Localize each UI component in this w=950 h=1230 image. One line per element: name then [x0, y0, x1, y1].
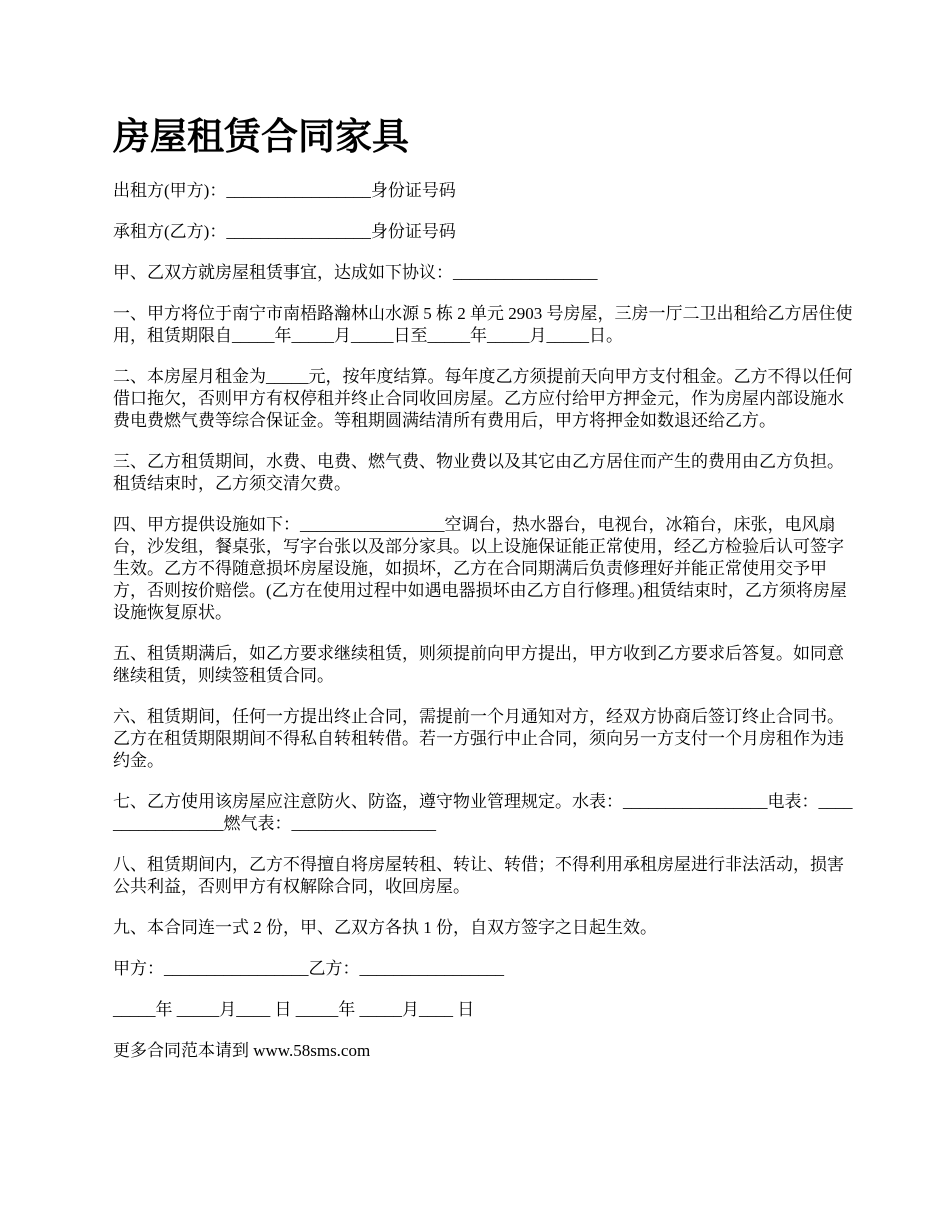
clause-6: 六、租赁期间，任何一方提出终止合同，需提前一个月通知对方，经双方协商后签订终止合同书。乙方在租赁期限期间不得私自转租转借。若一方强行中止合同，须向另一方支付一个月房租作为违约金。	[113, 707, 844, 770]
clause-7: 七、乙方使用该房屋应注意防火、防盗，遵守物业管理规定。水表：_________________电表：_________________燃气表：_________________	[113, 792, 853, 833]
date-line: _____年 _____月____ 日 _____年 _____月____ 日	[113, 1000, 475, 1019]
document-body	[113, 180, 853, 1081]
clause-3: 三、乙方租赁期间，水费、电费、燃气费、物业费以及其它由乙方居住而产生的费用由乙方负担。租赁结束时，乙方须交清欠费。	[113, 452, 844, 493]
document-title: 房屋租赁合同家具	[113, 114, 409, 158]
agreement-intro: 甲、乙双方就房屋租赁事宜，达成如下协议：_________________	[113, 263, 598, 282]
clause-1: 一、甲方将位于南宁市南梧路瀚林山水源 5 栋 2 单元 2903 号房屋，三房一厅二卫出租给乙方居住使用，租赁期限自_____年_____月_____日至_____年_____月_____日。	[113, 304, 853, 345]
signature-line: 甲方：_________________乙方：_________________	[113, 959, 504, 978]
clause-2: 二、本房屋月租金为_____元，按年度结算。每年度乙方须提前天向甲方支付租金。乙方不得以任何借口拖欠，否则甲方有权停租并终止合同收回房屋。乙方应付给甲方押金元，作为房屋内部设施水费电费燃气费等综合保证金。等租期圆满结清所有费用后，甲方将押金如数退还给乙方。	[113, 367, 853, 430]
footer-link-text: 更多合同范本请到 www.58sms.com	[113, 1041, 371, 1060]
clause-8: 八、租赁期间内，乙方不得擅自将房屋转租、转让、转借；不得利用承租房屋进行非法活动，损害公共利益，否则甲方有权解除合同，收回房屋。	[113, 855, 844, 896]
landlord-line: 出租方(甲方)：_________________身份证号码	[113, 181, 456, 200]
tenant-line: 承租方(乙方)：_________________身份证号码	[113, 222, 456, 241]
clause-5: 五、租赁期满后，如乙方要求继续租赁，则须提前向甲方提出，甲方收到乙方要求后答复。如同意继续租赁，则续签租赁合同。	[113, 644, 844, 685]
clause-4: 四、甲方提供设施如下：_________________空调台，热水器台，电视台，冰箱台，床张，电风扇台，沙发组，餐桌张，写字台张以及部分家具。以上设施保证能正常使用，经乙方检验后认可签字生效。乙方不得随意损坏房屋设施，如损坏，乙方在合同期满后负责修理好并能正常使用交予甲方，否则按价赔偿。(乙方在使用过程中如遇电器损坏由乙方自行修理。)租赁结束时，乙方须将房屋设施恢复原状。	[113, 515, 847, 622]
clause-9: 九、本合同连一式 2 份，甲、乙双方各执 1 份，自双方签字之日起生效。	[113, 918, 657, 937]
